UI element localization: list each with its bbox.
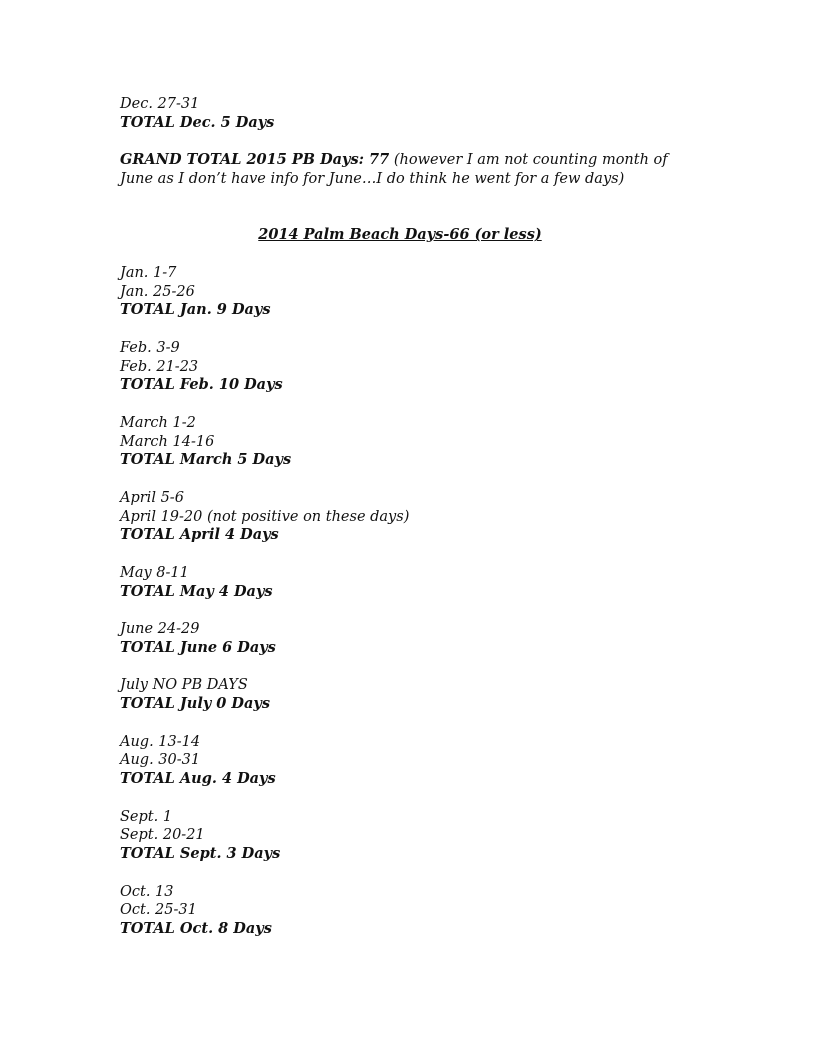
month-total-line: TOTAL June 6 Days: [120, 638, 276, 656]
date-range-line: April 19-20 (not positive on these days): [120, 508, 410, 525]
date-range-line: April 5-6: [120, 489, 184, 506]
date-range-line: Oct. 13: [120, 883, 174, 900]
grand-total-label: GRAND TOTAL 2015 PB Days: 77: [120, 151, 390, 169]
month-group: [120, 339, 680, 395]
section-heading: 2014 Palm Beach Days-66 (or less): [258, 226, 542, 244]
date-range-line: May 8-11: [120, 564, 189, 581]
document-page: [120, 95, 680, 958]
date-range-line: Feb. 3-9: [120, 339, 180, 356]
date-range-line: Aug. 13-14: [120, 733, 201, 750]
date-range-line: Oct. 25-31: [120, 902, 197, 919]
grand-total-paragraph: [120, 151, 680, 189]
date-range-line: March 14-16: [120, 433, 215, 450]
month-total-line: TOTAL April 4 Days: [120, 526, 279, 544]
month-total-line: TOTAL Dec. 5 Days: [120, 113, 275, 131]
month-total-line: TOTAL Sept. 3 Days: [120, 845, 281, 862]
month-total-line: TOTAL March 5 Days: [120, 451, 292, 469]
month-total-line: TOTAL Feb. 10 Days: [120, 376, 283, 394]
date-range-line: Jan. 1-7: [120, 264, 177, 281]
spacer: [120, 133, 680, 152]
month-group: [120, 883, 680, 939]
month-group: [120, 808, 680, 864]
month-group: [120, 264, 680, 320]
month-group: [120, 733, 680, 789]
month-total-line: TOTAL Jan. 9 Days: [120, 301, 271, 319]
date-range-line: Dec. 27-31: [120, 96, 200, 112]
date-range-line: Feb. 21-23: [120, 358, 199, 375]
month-total-line: TOTAL May 4 Days: [120, 582, 273, 600]
grand-total-note: (however I am not counting month of June as I don’t have info for June…I do think he went for a few days): [120, 152, 668, 187]
date-range-line: Sept. 1: [120, 808, 173, 825]
date-range-line: March 1-2: [120, 414, 196, 431]
date-range-line: Aug. 30-31: [120, 752, 201, 769]
month-group: [120, 564, 680, 602]
month-total-line: TOTAL July 0 Days: [120, 695, 270, 712]
date-range-line: July NO PB DAYS: [120, 677, 248, 694]
month-list: [120, 264, 680, 939]
date-range-line: June 24-29: [120, 621, 200, 637]
month-group: [120, 676, 680, 714]
month-group: [120, 414, 680, 470]
month-group: [120, 489, 680, 545]
month-total-line: TOTAL Aug. 4 Days: [120, 770, 276, 787]
month-total-line: TOTAL Oct. 8 Days: [120, 920, 272, 937]
month-group: [120, 620, 680, 658]
date-range-line: Sept. 20-21: [120, 827, 205, 844]
date-range-line: Jan. 25-26: [120, 283, 195, 300]
